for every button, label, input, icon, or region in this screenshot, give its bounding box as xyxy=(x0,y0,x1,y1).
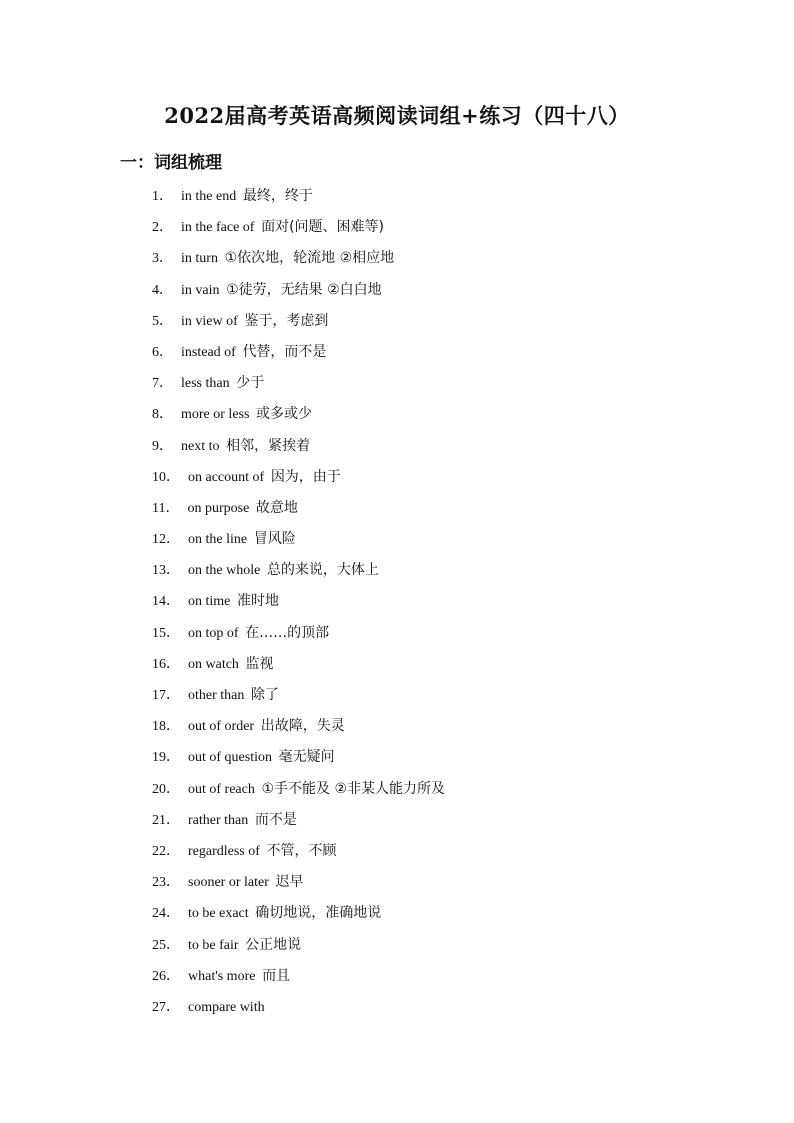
item-phrase: sooner or later xyxy=(188,875,269,891)
item-meaning: 相邻，紧挨着 xyxy=(226,437,311,454)
item-phrase: more or less xyxy=(181,407,250,423)
list-item xyxy=(152,213,445,244)
item-number: 14． xyxy=(152,594,180,610)
list-item xyxy=(152,400,445,431)
item-meaning: ①手不能及 ②非某人能力所及 xyxy=(261,780,446,797)
item-number: 1． xyxy=(152,189,173,204)
item-phrase: on time xyxy=(188,594,231,610)
item-number: 10． xyxy=(152,469,180,485)
item-number: 12． xyxy=(152,532,180,548)
item-phrase: compare with xyxy=(188,999,265,1015)
list-item xyxy=(152,806,445,837)
item-number: 4． xyxy=(152,282,173,298)
item-phrase: in the face of xyxy=(181,220,255,236)
list-item xyxy=(152,463,445,494)
item-phrase: in the end xyxy=(181,189,237,204)
item-number: 18． xyxy=(152,719,180,735)
item-phrase: on the line xyxy=(188,532,248,548)
list-item xyxy=(152,587,445,618)
document-title: 2022届高考英语高频阅读词组+练习（四十八） xyxy=(164,103,630,128)
item-meaning: 冒风险 xyxy=(253,531,296,548)
item-number: 20． xyxy=(152,781,180,797)
section-heading: 一：词组梳理 xyxy=(120,153,222,173)
item-phrase: what's more xyxy=(188,968,256,984)
list-item xyxy=(152,775,445,806)
item-phrase: to be fair xyxy=(188,937,239,953)
item-phrase: out of reach xyxy=(188,781,255,797)
list-item xyxy=(152,837,445,868)
item-phrase: less than xyxy=(181,376,230,392)
item-phrase: next to xyxy=(181,438,220,454)
list-item xyxy=(152,338,445,369)
item-number: 3． xyxy=(152,251,173,267)
list-item xyxy=(152,307,445,338)
item-meaning: 而且 xyxy=(262,967,291,984)
item-meaning: 在……的顶部 xyxy=(245,624,330,641)
item-phrase: out of question xyxy=(188,750,272,766)
item-number: 15． xyxy=(152,625,180,641)
item-meaning: 而不是 xyxy=(254,811,297,828)
item-phrase: regardless of xyxy=(188,843,260,859)
item-phrase: other than xyxy=(188,688,245,703)
item-number: 25． xyxy=(152,937,180,953)
item-meaning: 公正地说 xyxy=(245,936,302,953)
list-item xyxy=(152,712,445,743)
item-meaning: 面对(问题、困难等) xyxy=(261,219,385,236)
item-meaning: 出故障，失灵 xyxy=(260,718,345,735)
item-number: 2． xyxy=(152,220,173,236)
item-phrase: on purpose xyxy=(187,500,250,516)
list-item xyxy=(152,962,445,993)
item-number: 9． xyxy=(152,438,173,454)
list-item xyxy=(152,899,445,930)
phrase-list xyxy=(152,182,445,1024)
item-number: 19． xyxy=(152,750,180,766)
list-item xyxy=(152,556,445,587)
list-item xyxy=(152,244,445,275)
item-meaning: 毫无疑问 xyxy=(278,749,335,766)
list-item xyxy=(152,369,445,400)
item-phrase: in vain xyxy=(181,282,220,298)
item-meaning: 或多或少 xyxy=(256,406,313,423)
list-item xyxy=(152,931,445,962)
item-meaning: ①徒劳，无结果 ②白白地 xyxy=(226,281,382,298)
item-phrase: instead of xyxy=(181,344,236,360)
list-item xyxy=(152,650,445,681)
list-item xyxy=(152,868,445,899)
item-phrase: in turn xyxy=(181,251,218,267)
item-meaning: 鉴于，考虑到 xyxy=(244,312,329,329)
item-number: 13． xyxy=(152,563,180,579)
item-phrase: to be exact xyxy=(188,906,249,922)
item-meaning: 总的来说，大体上 xyxy=(266,562,379,579)
item-meaning: 因为，由于 xyxy=(270,468,341,485)
item-number: 24． xyxy=(152,906,180,922)
item-meaning: 最终，终于 xyxy=(242,188,313,204)
list-item xyxy=(152,743,445,774)
list-item xyxy=(152,494,445,525)
item-meaning: 少于 xyxy=(236,375,265,392)
item-phrase: on watch xyxy=(188,656,239,672)
list-item xyxy=(152,432,445,463)
item-phrase: out of order xyxy=(188,719,255,735)
item-number: 26． xyxy=(152,968,180,984)
item-number: 7． xyxy=(152,376,173,392)
item-number: 17． xyxy=(152,688,180,703)
item-meaning: 代替，而不是 xyxy=(242,343,327,360)
item-meaning: ①依次地，轮流地 ②相应地 xyxy=(224,250,395,267)
item-number: 8． xyxy=(152,407,173,423)
item-phrase: in view of xyxy=(181,313,238,329)
item-meaning: 确切地说，准确地说 xyxy=(255,905,382,922)
item-phrase: on top of xyxy=(188,625,239,641)
list-item xyxy=(152,525,445,556)
item-number: 27． xyxy=(152,999,180,1015)
list-item xyxy=(152,276,445,307)
item-meaning: 迟早 xyxy=(275,874,304,891)
item-number: 6． xyxy=(152,344,173,360)
item-meaning: 除了 xyxy=(250,687,279,703)
list-item xyxy=(152,182,445,213)
item-number: 5． xyxy=(152,313,173,329)
item-phrase: on account of xyxy=(188,469,265,485)
item-meaning: 不管，不顾 xyxy=(266,842,337,859)
item-phrase: on the whole xyxy=(188,563,261,579)
item-number: 21． xyxy=(152,812,180,828)
list-item xyxy=(152,681,445,712)
item-number: 22． xyxy=(152,843,180,859)
item-number: 16． xyxy=(152,656,180,672)
item-meaning: 监视 xyxy=(245,655,274,672)
list-item xyxy=(152,619,445,650)
list-item xyxy=(152,993,445,1024)
item-number: 23． xyxy=(152,875,180,891)
item-number: 11． xyxy=(152,500,180,516)
item-meaning: 故意地 xyxy=(255,499,298,516)
item-phrase: rather than xyxy=(188,812,249,828)
item-meaning: 准时地 xyxy=(237,593,279,610)
